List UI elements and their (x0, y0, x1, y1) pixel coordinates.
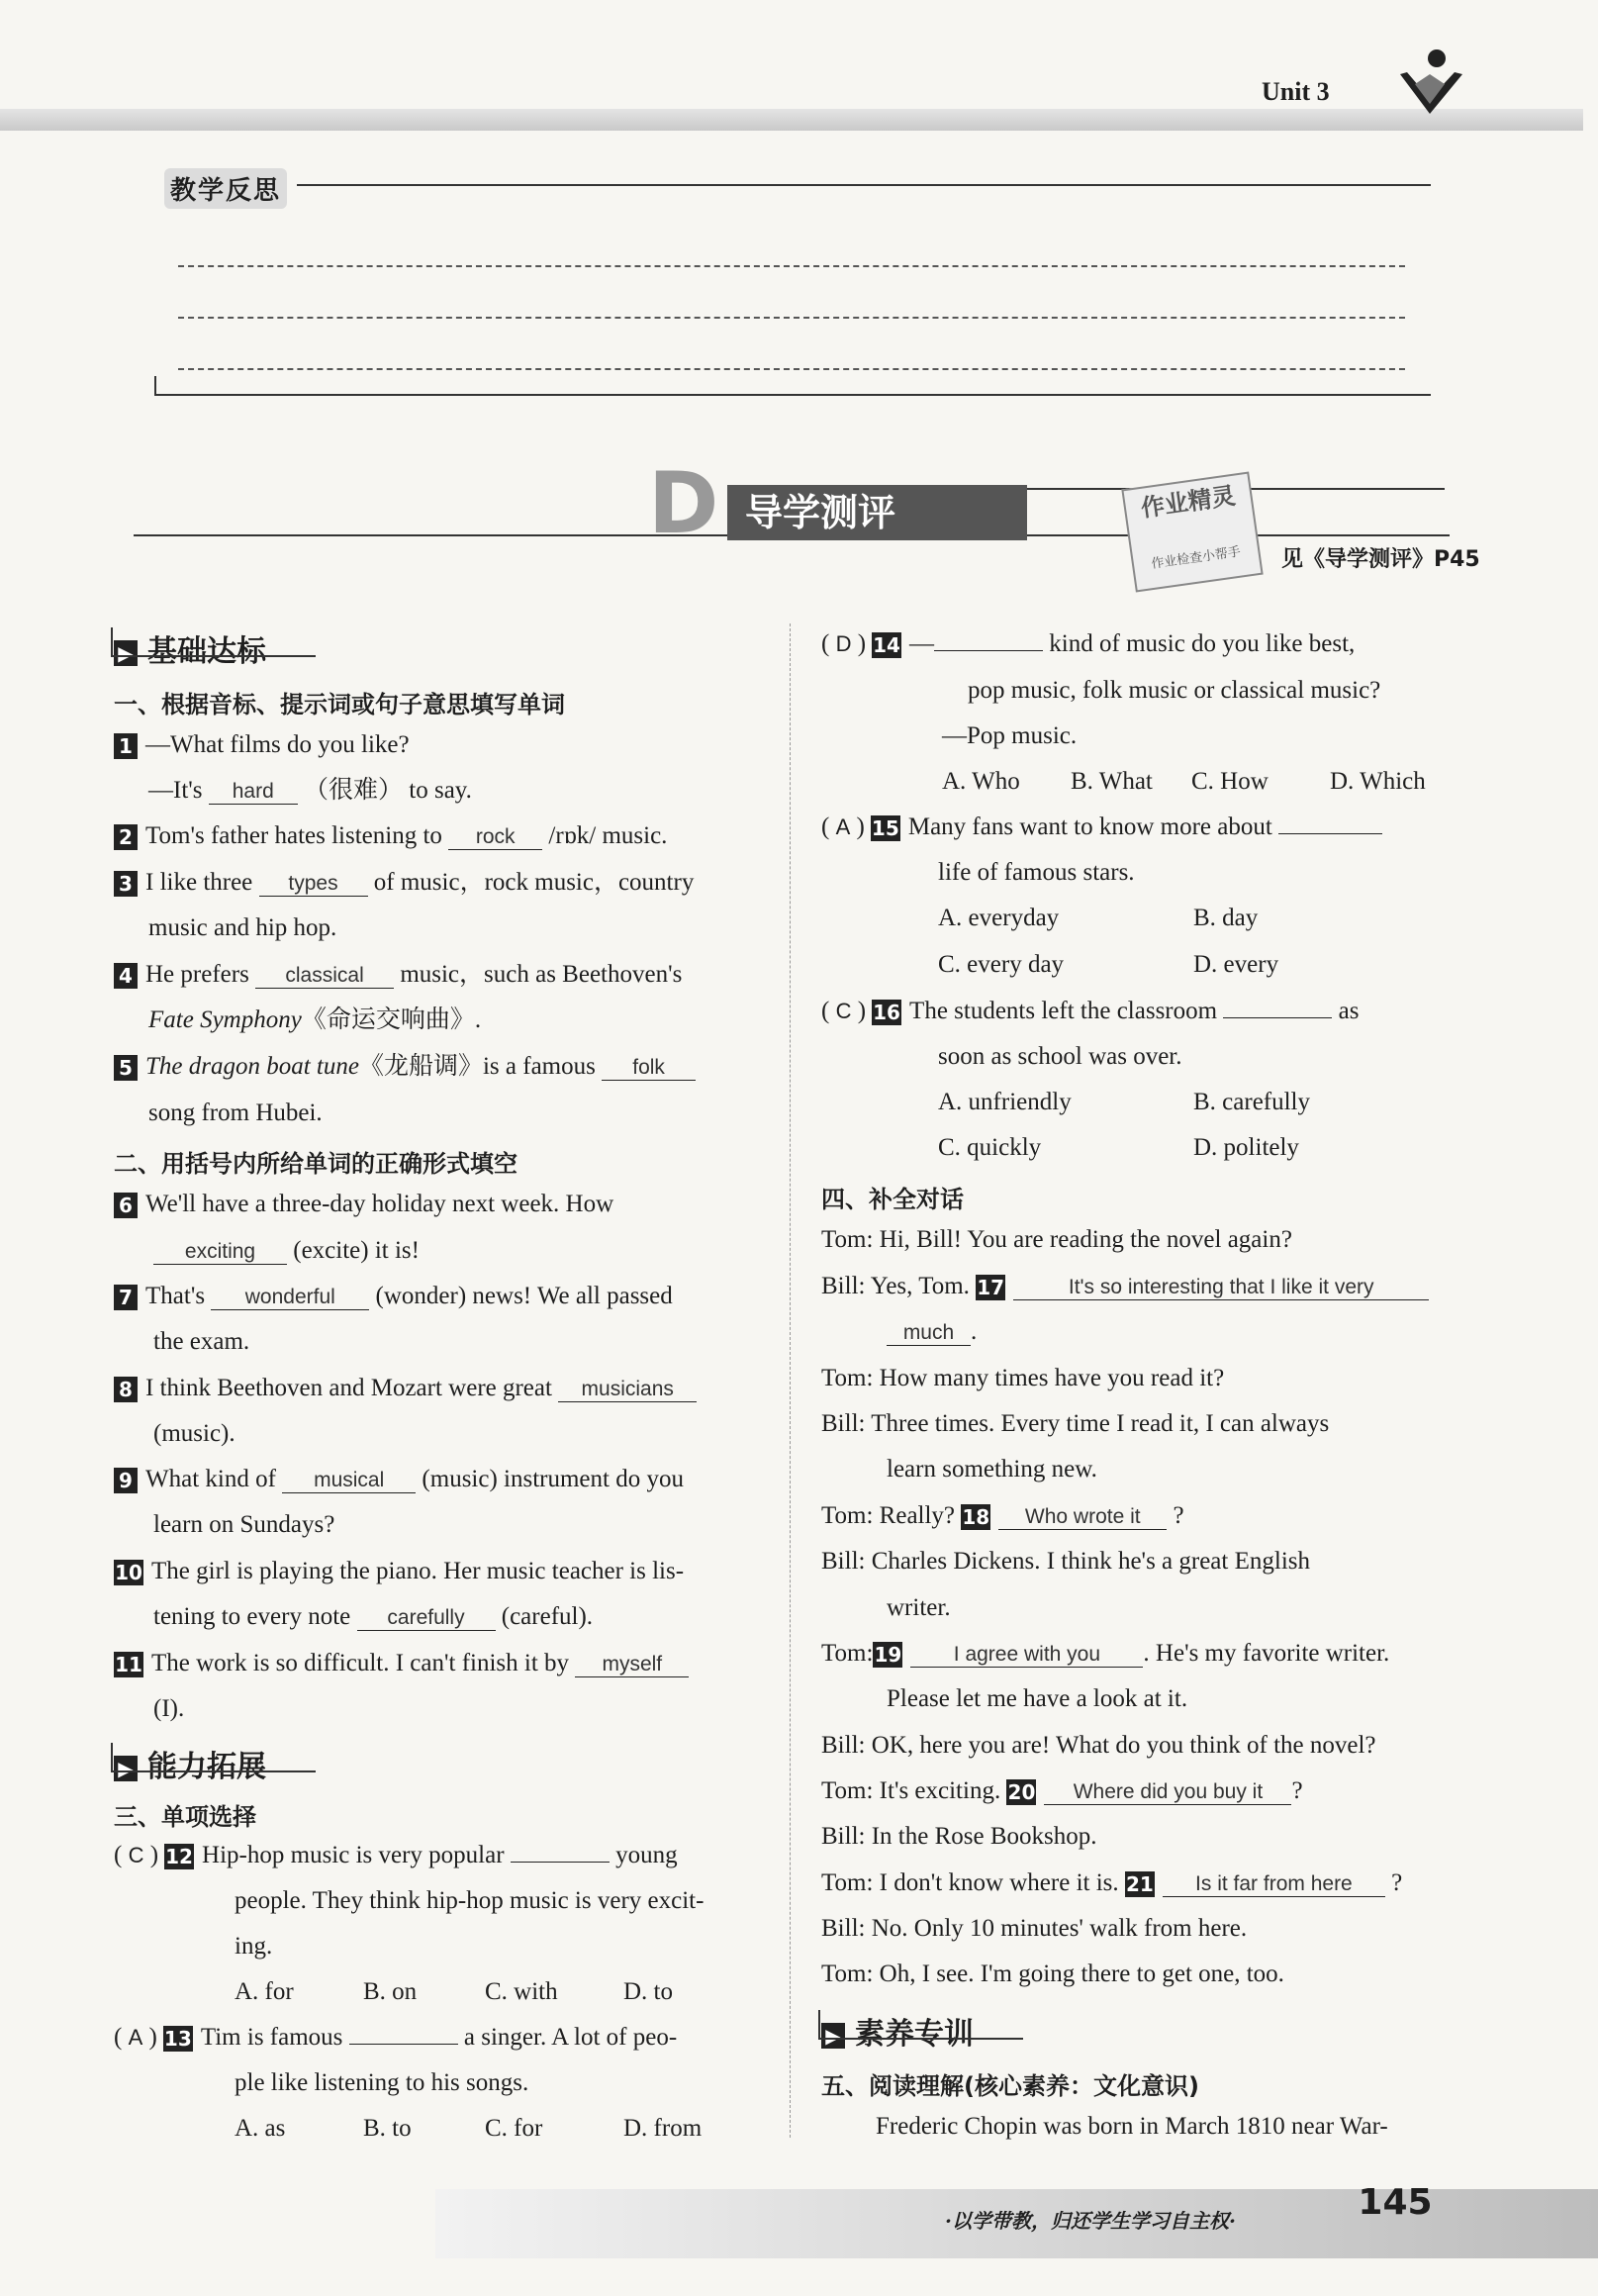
answer-blank (1278, 833, 1382, 834)
basic-header: ▶ 基础达标 (114, 626, 266, 670)
part3-title: 三、单项选择 (114, 1803, 256, 1831)
part2-title: 二、用括号内所给单词的正确形式填空 (114, 1150, 517, 1178)
question-12b: people. They think hip-hop music is very excit- (235, 1887, 705, 1914)
question-13b: ple like listening to his songs. (235, 2069, 529, 2096)
question-9: 9 What kind of musical (music) instrument do you (114, 1465, 684, 1494)
column-divider (790, 623, 791, 2138)
answer-blank (511, 1862, 610, 1863)
answer-blank: myself (575, 1653, 689, 1677)
dialog-6b: writer. (887, 1594, 951, 1621)
answer-blank: Is it far from here (1163, 1872, 1385, 1897)
reading-text: Frederic Chopin was born in March 1810 near War- (876, 2113, 1388, 2140)
answer-blank: I agree with you (910, 1643, 1143, 1668)
dialog-3: Tom: How many times have you read it? (821, 1365, 1225, 1391)
question-3: 3 I like three types of music，rock music，country (114, 868, 694, 898)
answer-blank (934, 650, 1043, 651)
answer-blank (1223, 1017, 1332, 1018)
reflection-label: 教学反思 (164, 168, 287, 209)
question-16-options-a: A. unfriendly B. carefully (938, 1089, 1311, 1115)
see-reference: 见《导学测评》P45 (1281, 547, 1480, 572)
dialog-9: Tom: It's exciting. 20 Where did you buy it ? (821, 1777, 1303, 1805)
question-11: 11 The work is so difficult. I can't finish it by myself (114, 1649, 689, 1678)
answer-blank: folk (602, 1056, 696, 1081)
answer-blank: Who wrote it (998, 1505, 1167, 1530)
question-12-options: A. for B. on C. with D. to (235, 1978, 673, 2005)
dialog-13: Tom: Oh, I see. I'm going there to get one, too. (821, 1961, 1284, 1987)
part5-title: 五、阅读理解(核心素养：文化意识) (821, 2072, 1199, 2100)
dialog-7b: Please let me have a look at it. (887, 1685, 1188, 1712)
section-letter: D (648, 454, 719, 553)
question-14b: pop music, folk music or classical music? (968, 677, 1381, 704)
question-12: ( C ) 12 Hip-hop music is very popular young (114, 1842, 678, 1869)
question-13-options: A. as B. to C. for D. from (235, 2115, 703, 2142)
question-6: 6 We'll have a three-day holiday next week. How (114, 1190, 613, 1219)
question-14c: —Pop music. (942, 722, 1078, 749)
answer-blank: carefully (357, 1606, 496, 1631)
unit-label: Unit 3 (1262, 77, 1330, 106)
question-8b: (music). (153, 1420, 235, 1447)
header-underline (818, 2010, 1023, 2040)
literacy-header: ▶ 素养专训 (821, 2009, 974, 2053)
question-14: ( D ) 14 — kind of music do you like best, (821, 630, 1356, 658)
homework-stamp (1121, 471, 1263, 592)
question-4: 4 He prefers classical music，such as Beethoven's (114, 960, 682, 990)
page-number: 145 (1358, 2182, 1433, 2223)
header-underline (111, 627, 316, 657)
ability-header: ▶ 能力拓展 (114, 1742, 266, 1785)
question-15: ( A ) 15 Many fans want to know more about (821, 813, 1382, 842)
part4-title: 四、补全对话 (821, 1186, 964, 1213)
question-15b: life of famous stars. (938, 859, 1135, 886)
book-logo-icon (1395, 45, 1464, 124)
dialog-2: Bill: Yes, Tom. 17 It's so interesting that I like it very (821, 1272, 1429, 1301)
dialog-4: Bill: Three times. Every time I read it, I can always (821, 1410, 1330, 1437)
dialog-1: Tom: Hi, Bill! You are reading the novel again? (821, 1226, 1292, 1253)
arrow-icon: ▶ (114, 640, 138, 666)
part1-title: 一、根据音标、提示词或句子意思填写单词 (114, 691, 565, 718)
answer-blank: Where did you buy it (1044, 1780, 1291, 1805)
question-9b: learn on Sundays? (153, 1511, 335, 1538)
question-16-options-b: C. quickly D. politely (938, 1134, 1299, 1161)
answer-blank: wonderful (211, 1286, 369, 1310)
dialog-4b: learn something new. (887, 1456, 1097, 1483)
answer-blank: exciting (153, 1240, 287, 1265)
question-15-options-b: C. every day D. every (938, 951, 1279, 978)
footer-motto: ·以学带教，归还学生学习自主权· (945, 2209, 1236, 2233)
question-16: ( C ) 16 The students left the classroom as (821, 998, 1360, 1025)
section-title: 导学测评 (727, 485, 1027, 540)
question-10: 10 The girl is playing the piano. Her music teacher is lis- (115, 1558, 685, 1585)
question-7: 7 That's wonderful (wonder) news! We all passed (114, 1282, 673, 1311)
question-2: 2 Tom's father hates listening to rock /rɒk/ music. (114, 821, 667, 851)
arrow-icon: ▶ (821, 2023, 845, 2049)
answer-blank: much (887, 1321, 971, 1346)
question-15-options-a: A. everyday B. day (938, 905, 1259, 931)
dialog-2b: much . (887, 1317, 977, 1347)
dialog-6: Bill: Charles Dickens. I think he's a great English (821, 1548, 1310, 1575)
answer-blank: types (259, 872, 368, 897)
question-1b: —It's hard （很难） to say. (148, 777, 472, 804)
question-16b: soon as school was over. (938, 1043, 1182, 1070)
dialog-10: Bill: In the Rose Bookshop. (821, 1823, 1097, 1850)
question-14-options: A. Who B. What C. How D. Which (942, 768, 1426, 795)
question-10b: tening to every note carefully (careful). (153, 1603, 594, 1630)
dialog-11: Tom: I don't know where it is. 21 Is it far from here ? (821, 1869, 1403, 1897)
question-3b: music and hip hop. (148, 914, 337, 941)
dialog-7: Tom:19 I agree with you . He's my favorite writer. (821, 1640, 1390, 1668)
header-band (0, 109, 1583, 131)
question-13: ( A ) 13 Tim is famous a singer. A lot of peo- (114, 2024, 678, 2052)
header-underline (111, 1743, 316, 1772)
question-6b: exciting (excite) it is! (153, 1236, 420, 1266)
reflection-dash-line (178, 265, 1405, 267)
dialog-5: Tom: Really? 18 Who wrote it ? (821, 1502, 1184, 1530)
answer-blank: classical (255, 964, 394, 989)
question-12c: ing. (235, 1933, 273, 1960)
question-4b: Fate Symphony《命运交响曲》. (148, 1006, 482, 1033)
answer-blank: musical (282, 1469, 416, 1493)
dialog-8: Bill: OK, here you are! What do you think of the novel? (821, 1732, 1376, 1759)
question-5b: song from Hubei. (148, 1100, 323, 1126)
reflection-dash-line (178, 368, 1405, 370)
question-5: 5 The dragon boat tune《龙船调》is a famous folk (114, 1052, 696, 1082)
answer-blank: musicians (558, 1378, 697, 1402)
reflection-dash-line (178, 317, 1405, 319)
answer-blank: rock (448, 825, 542, 850)
stamp-small-text: 作业检查小帮手 (1150, 544, 1242, 572)
answer-blank (349, 2044, 458, 2045)
arrow-icon: ▶ (114, 1756, 138, 1781)
question-7b: the exam. (153, 1328, 250, 1355)
reflection-bottom-line (154, 394, 1431, 396)
dialog-12: Bill: No. Only 10 minutes' walk from here. (821, 1915, 1248, 1942)
answer-blank: hard (209, 780, 298, 805)
question-1: 1 —What films do you like? (114, 730, 410, 760)
reflection-left-line (154, 376, 156, 396)
question-11b: (I). (153, 1695, 185, 1722)
question-8: 8 I think Beethoven and Mozart were great musicians (114, 1374, 697, 1403)
answer-blank: It's so interesting that I like it very (1013, 1276, 1429, 1300)
reflection-top-line (297, 184, 1431, 186)
stamp-text: 作业精灵 (1139, 481, 1238, 523)
